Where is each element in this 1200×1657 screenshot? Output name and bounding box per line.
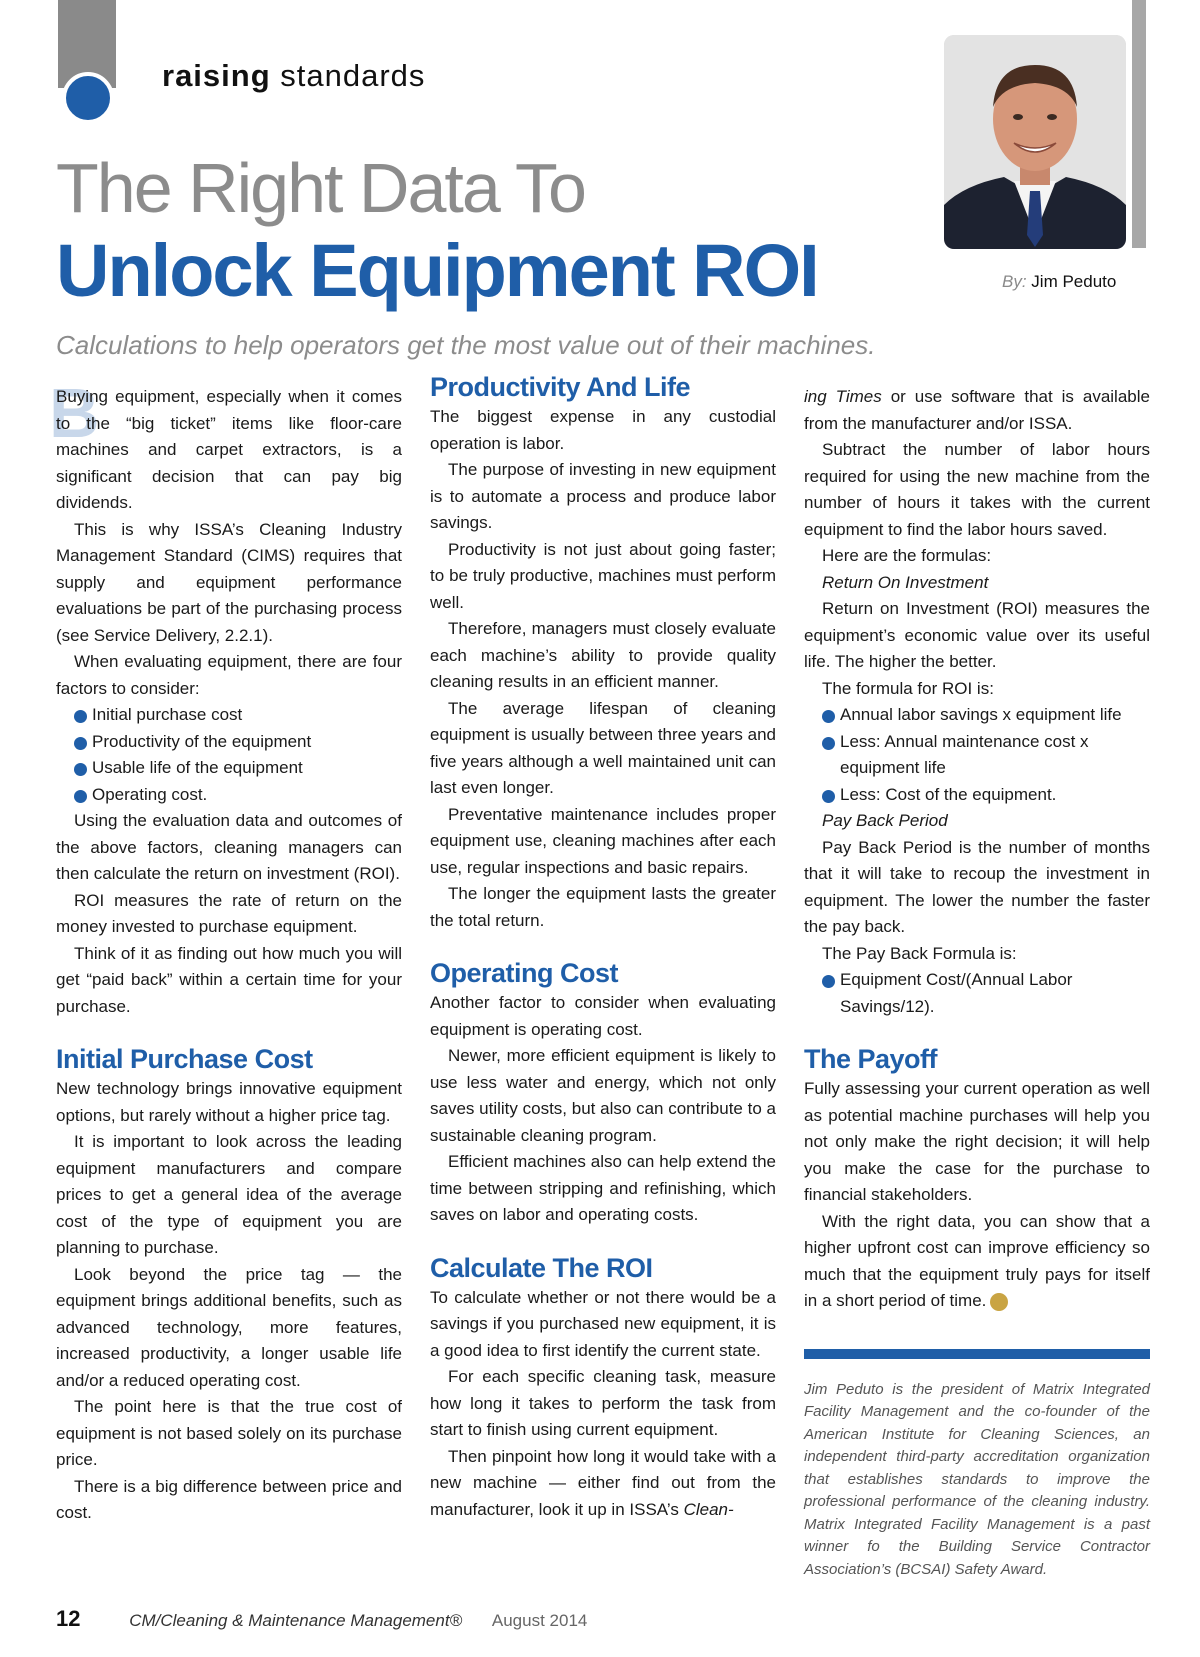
list-item: Initial purchase cost xyxy=(74,702,402,729)
subtitle: Calculations to help operators get the most value out of their machines. xyxy=(56,330,876,360)
page-footer xyxy=(56,1606,587,1632)
title-line-2: Unlock Equipment ROI xyxy=(56,229,818,312)
author-bio xyxy=(804,1379,1150,1582)
heading-productivity-and-life: Productivity And Life xyxy=(430,372,691,402)
list-item: Productivity of the equipment xyxy=(74,729,402,756)
issue-date: August 2014 xyxy=(491,1611,588,1630)
heading-calculate-the-roi: Calculate The ROI xyxy=(430,1252,653,1283)
paragraph: Therefore, managers must closely evaluate each machine’s ability to provide quality cleaning results in an efficient manner. xyxy=(430,619,776,691)
paragraph: The point here is that the true cost of equipment is not based solely on its purchase price. xyxy=(56,1397,402,1469)
paragraph: Fully assessing your current operation as well as potential machine purchases will help you not only make the right decision; it will help you make the case for the purchase to financial stakeholders. xyxy=(804,1079,1150,1204)
factor-list xyxy=(56,702,402,808)
paragraph: New technology brings innovative equipment options, but rarely without a higher price tag. xyxy=(56,1079,402,1125)
magazine-name: CM/Cleaning & Maintenance Management® xyxy=(129,1611,463,1630)
paragraph: There is a big difference between price and cost. xyxy=(56,1476,402,1522)
list-item: Annual labor savings x equipment life xyxy=(822,702,1150,729)
paragraph: Using the evaluation data and outcomes of the above factors, cleaning managers can then calculate the return on investment (ROI). xyxy=(56,811,402,883)
right-decor-bar xyxy=(1132,0,1146,248)
paragraph xyxy=(804,384,1150,437)
paragraph: Return on Investment (ROI) measures the equipment’s economic value over its useful life. The higher the better. xyxy=(804,599,1150,671)
byline xyxy=(1002,272,1116,292)
paragraph: The longer the equipment lasts the greater the total return. xyxy=(430,884,776,930)
list-item: Equipment Cost/(Annual Labor Savings/12). xyxy=(822,967,1150,1020)
subheading-pay-back-period: Pay Back Period xyxy=(822,811,948,830)
section-dot xyxy=(62,72,114,124)
heading-operating-cost: Operating Cost xyxy=(430,958,619,988)
drop-cap: B xyxy=(49,374,100,452)
paragraph: When evaluating equipment, there are four factors to consider: xyxy=(56,652,402,698)
paragraph: The average lifespan of cleaning equipment is usually between three years and five years although a well maintained unit can last even longer. xyxy=(430,698,776,797)
end-mark-icon xyxy=(990,1293,1008,1311)
paragraph-text: Then pinpoint how long it would take with a new machine — either find out from the manufacturer, look it up in ISSA’s xyxy=(430,1446,776,1519)
paragraph-text: or use software that is available from the manufacturer and/or ISSA. xyxy=(804,387,1150,433)
paragraph: ROI measures the rate of return on the money invested to purchase equipment. xyxy=(56,890,402,936)
paragraph-italic-text: ing Times xyxy=(804,387,882,406)
by-label: By: xyxy=(1002,272,1027,291)
heading-the-payoff: The Payoff xyxy=(804,1044,938,1074)
paragraph: Productivity is not just about going faster; to be truly productive, machines must perform well. xyxy=(430,539,776,612)
paragraph: Subtract the number of labor hours required for using the new machine from the number of hours it takes with the current equipment to find the labor hours saved. xyxy=(804,440,1150,539)
paragraph xyxy=(430,1444,776,1524)
paragraph xyxy=(804,1209,1150,1315)
bio-divider xyxy=(804,1349,1150,1359)
paragraph: The purpose of investing in new equipment is to automate a process and produce labor savings. xyxy=(430,460,776,532)
column-1 xyxy=(49,374,402,1527)
paragraph-italic-text: Clean- xyxy=(683,1499,734,1519)
paragraph: Here are the formulas: xyxy=(822,546,992,565)
bio-text: Jim Peduto is the president of Matrix Integrated Facility Management and the co-founder of the American Institute for Cleaning Sciences, an independent third-party accreditation organization that establishes standards to improve the professional performance of the cleaning industry. Matrix Integrated Facility Management is a past winner fo the Building Service Contractor Association’s (BCSAI) Safety Award. xyxy=(804,1380,1150,1578)
column-2 xyxy=(430,370,776,1523)
author-photo xyxy=(944,35,1126,249)
paragraph: Preventative maintenance includes proper equipment use, cleaning machines after each use, regular inspections and basic repairs. xyxy=(430,804,776,877)
paragraph: Buying equipment, especially when it comes to the “big ticket” items like floor-care machines and carpet extractors, is a significant decision that can pay big dividends. xyxy=(56,387,402,512)
paragraph: This is why ISSA’s Cleaning Industry Management Standard (CIMS) requires that supply and equipment performance evaluations be part of the purchasing process (see Service Delivery, 2.2.1). xyxy=(56,519,402,645)
paragraph: Think of it as finding out how much you will get “paid back” within a certain time for your purchase. xyxy=(56,943,402,1016)
section-label-bold: raising xyxy=(162,58,271,93)
list-item: Usable life of the equipment xyxy=(74,755,402,782)
list-item: Less: Cost of the equipment. xyxy=(822,782,1150,809)
paragraph: Look beyond the price tag — the equipment brings additional benefits, such as advanced technology, more features, increased productivity, a longer usable life and/or a reduced operating cost. xyxy=(56,1264,402,1390)
paragraph: Pay Back Period is the number of months that it will take to recoup the investment in equipment. The lower the number the faster the pay back. xyxy=(804,837,1150,936)
paragraph: For each specific cleaning task, measure how long it takes to perform the task from start to finish using current equipment. xyxy=(430,1367,776,1439)
list-item: Less: Annual maintenance cost x equipment life xyxy=(822,729,1150,782)
section-label-rest: standards xyxy=(280,58,426,93)
section-label xyxy=(162,58,425,94)
paragraph: Another factor to consider when evaluating equipment is operating cost. xyxy=(430,993,776,1039)
heading-initial-purchase-cost: Initial Purchase Cost xyxy=(56,1044,313,1074)
subheading-return-on-investment: Return On Investment xyxy=(822,572,989,592)
page-number: 12 xyxy=(56,1606,81,1631)
paragraph: The biggest expense in any custodial operation is labor. xyxy=(430,407,776,453)
payback-formula-list xyxy=(804,967,1150,1020)
roi-formula-list xyxy=(804,702,1150,808)
paragraph-text: With the right data, you can show that a higher upfront cost can improve efficiency so much that the equipment truly pays for itself in a short period of time. xyxy=(804,1211,1150,1310)
column-3 xyxy=(804,384,1150,1581)
author-name: Jim Peduto xyxy=(1031,272,1117,291)
paragraph: The formula for ROI is: xyxy=(822,678,994,698)
title-line-1: The Right Data To xyxy=(56,149,585,227)
paragraph: Newer, more efficient equipment is likely to use less water and energy, which not only saves utility costs, but also can contribute to a sustainable cleaning program. xyxy=(430,1046,776,1145)
paragraph: The Pay Back Formula is: xyxy=(822,943,1017,963)
list-item: Operating cost. xyxy=(74,782,402,809)
paragraph: Efficient machines also can help extend the time between stripping and refinishing, which saves on labor and operating costs. xyxy=(430,1152,776,1224)
paragraph: To calculate whether or not there would be a savings if you purchased new equipment, it is a good idea to first identify the current state. xyxy=(430,1287,776,1360)
paragraph: It is important to look across the leading equipment manufacturers and compare prices to get a general idea of the average cost of the type of equipment you are planning to purchase. xyxy=(56,1132,402,1257)
